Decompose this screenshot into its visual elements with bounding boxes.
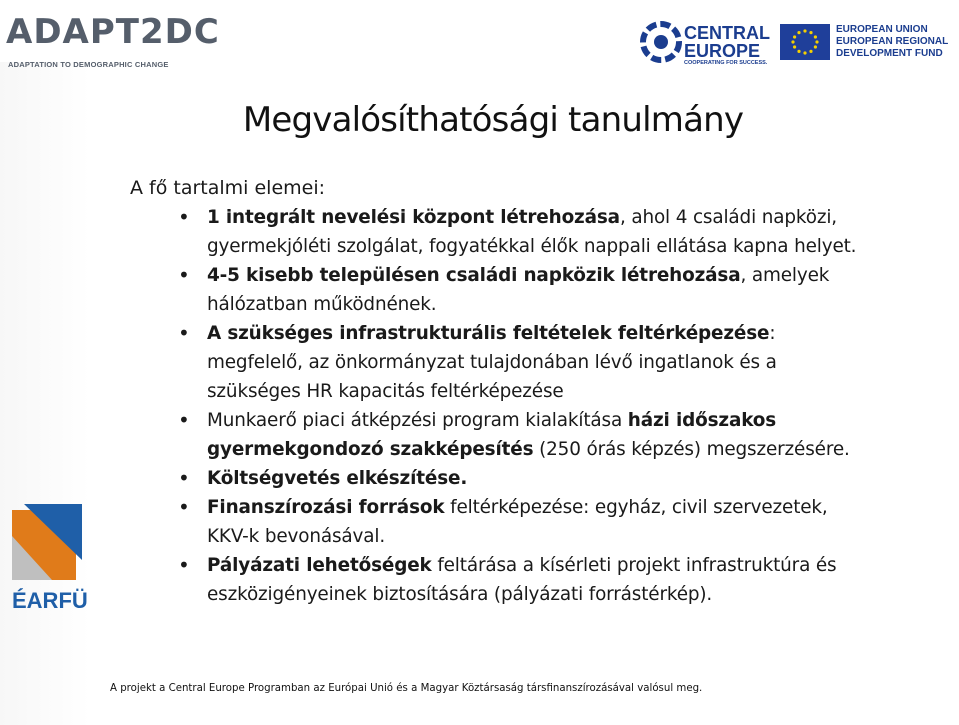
item-text: , ahol 4 családi napközi, gyermekjóléti szolgálat, fogyatékkal élők nappali ellátása kapna helyet. (207, 207, 857, 257)
adapt2dc-tagline: ADAPTATION TO DEMOGRAPHIC CHANGE (8, 60, 169, 69)
adapt2dc-logo (6, 12, 220, 70)
adapt2dc-logo-text: ADAPT2DC (6, 12, 220, 52)
eu-erdf-label (836, 24, 948, 60)
list-item (178, 203, 868, 261)
footer-note: A projekt a Central Europe Programban az Európai Unió és a Magyar Köztársaság társfinanszírozásával valósul meg. (110, 683, 703, 694)
item-text: (250 órás képzés) megszerzésére. (533, 439, 850, 460)
central-europe-emblem-icon (640, 20, 682, 64)
list-item (178, 319, 868, 406)
page-title: Megvalósíthatósági tanulmány (242, 100, 744, 140)
central-europe-wordmark (684, 24, 770, 60)
item-text: feltérképezése: egyház, civil szervezetek, KKV-k bevonásával. (207, 497, 828, 547)
list-item (178, 406, 868, 464)
item-bold-text: A szükséges infrastrukturális feltételek feltérképezése (207, 323, 770, 344)
central-europe-tagline: COOPERATING FOR SUCCESS. (684, 60, 768, 66)
list-item (178, 493, 868, 551)
central-europe-logo (640, 20, 775, 68)
eu-line-3: DEVELOPMENT FUND (836, 48, 943, 59)
earfu-logo (12, 500, 88, 620)
item-bold-text: házi időszakos gyermekgondozó szakképesítés (207, 410, 777, 460)
item-bold-text: Költségvetés elkészítése. (207, 468, 468, 489)
item-text: Munkaerő piaci átképzési program kialakítása (207, 410, 628, 431)
eu-line-2: EUROPEAN REGIONAL (836, 36, 949, 47)
eu-line-1: EUROPEAN UNION (836, 24, 928, 35)
eu-flag-icon (780, 24, 830, 60)
content-list (178, 203, 868, 609)
list-item (178, 261, 868, 319)
ce-line-2: EUROPE (684, 41, 761, 61)
item-bold-text: 4-5 kisebb településen családi napközik létrehozása (207, 265, 741, 286)
item-text: feltárása a kísérleti projekt infrastruktúra és eszközigényeinek biztosítására (pályázati forrástérkép). (207, 555, 837, 605)
list-item (178, 551, 868, 609)
list-item (178, 464, 868, 493)
item-bold-text: 1 integrált nevelési központ létrehozása (207, 207, 620, 228)
item-text: : megfelelő, az önkormányzat tulajdonában lévő ingatlanok és a szükséges HR kapacitás feltérképezése (207, 323, 777, 402)
ce-line-1: CENTRAL (684, 23, 770, 43)
earfu-logo-text: ÉARFÜ (12, 588, 88, 613)
item-bold-text: Finanszírozási források (207, 497, 445, 518)
item-text: , amelyek hálózatban működnének. (207, 265, 830, 315)
item-bold-text: Pályázati lehetőségek (207, 555, 432, 576)
earfu-emblem-icon (12, 500, 88, 586)
left-decorative-band (0, 62, 90, 725)
section-subheading: A fő tartalmi elemei: (130, 177, 326, 199)
